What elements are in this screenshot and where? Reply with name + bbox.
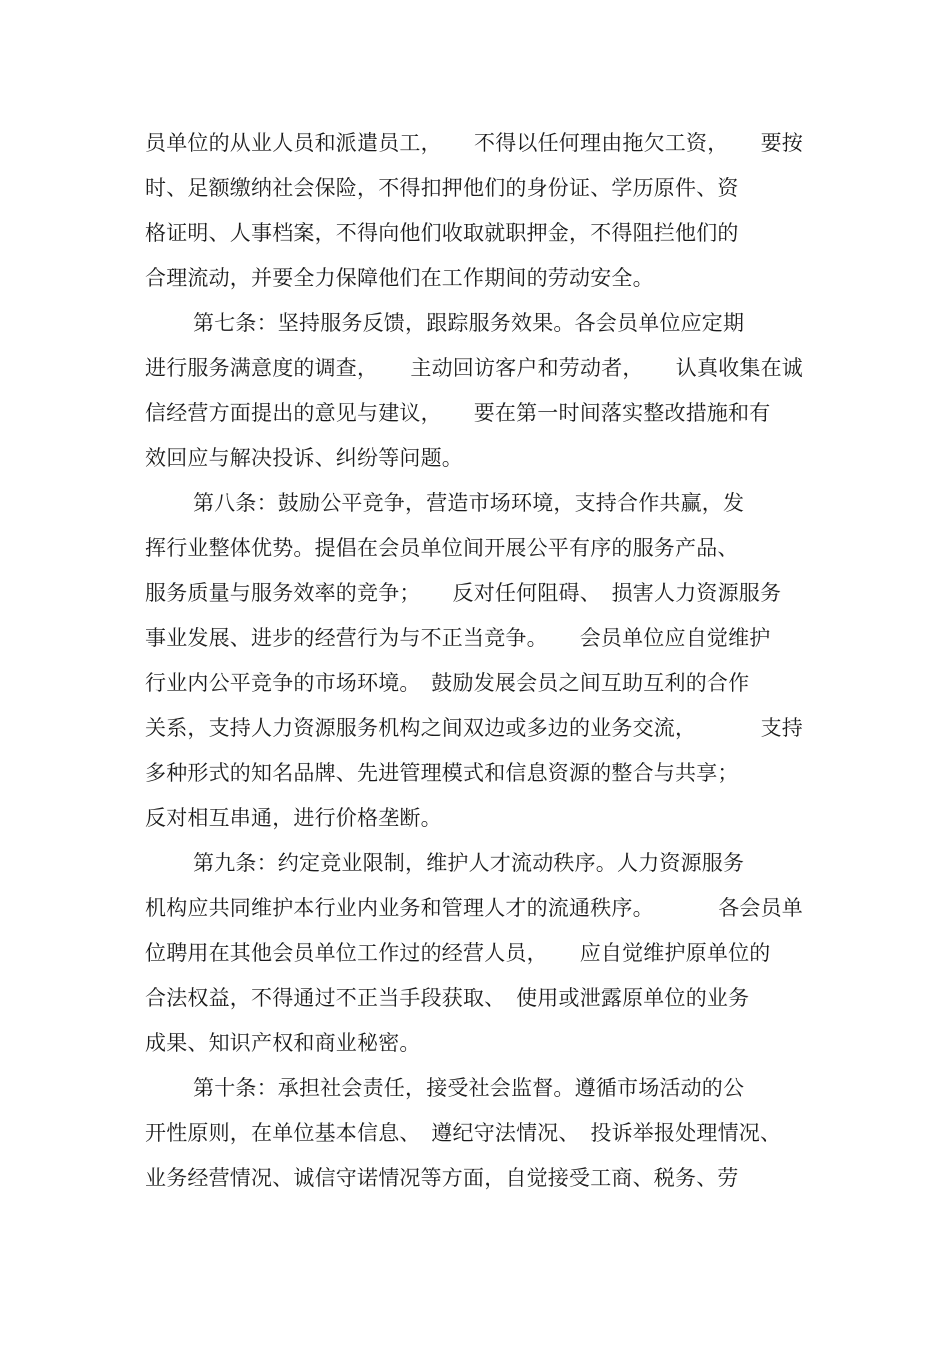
text-line [145,353,803,383]
text-segment: 进行服务满意度的调查， [145,356,379,380]
text-segment: 不得以任何理由拖欠工资， [474,131,729,155]
article-heading-line: 第八条：鼓励公平竞争，营造市场环境，支持合作共赢，发 [193,491,745,515]
text-line: 挥行业整体优势。提倡在会员单位间开展公平有序的服务产品、 [145,536,739,560]
text-segment: 员单位的从业人员和派遣员工， [145,131,442,155]
text-line [145,893,803,923]
text-line: 合理流动，并要全力保障他们在工作期间的劳动安全。 [145,266,654,290]
text-line [145,713,803,743]
text-line: 合法权益，不得通过不正当手段获取、 使用或泄露原单位的业务 [145,986,750,1010]
text-line: 信经营方面提出的意见与建议， 要在第一时间落实整改措施和有 [145,401,771,425]
text-segment: 认真收集在诚 [675,356,803,380]
text-line: 业务经营情况、诚信守诺情况等方面，自觉接受工商、税务、劳 [145,1166,739,1190]
text-line: 格证明、人事档案，不得向他们收取就职押金，不得阻拦他们的 [145,221,739,245]
text-line: 反对相互串通，进行价格垄断。 [145,806,442,830]
text-segment: 各会员单 [718,896,803,920]
text-segment: 支持 [760,716,803,740]
text-line: 事业发展、进步的经营行为与不正当竞争。 会员单位应自觉维护 [145,626,771,650]
article-heading-line: 第九条：约定竞业限制，维护人才流动秩序。人力资源服务 [193,851,745,875]
text-line: 位聘用在其他会员单位工作过的经营人员， 应自觉维护原单位的 [145,941,771,965]
text-segment: 要按 [760,131,803,155]
text-line: 多种形式的知名品牌、先进管理模式和信息资源的整合与共享； [145,761,739,785]
text-line: 时、足额缴纳社会保险，不得扣押他们的身份证、学历原件、资 [145,176,739,200]
text-line: 行业内公平竞争的市场环境。 鼓励发展会员之间互助互利的合作 [145,671,750,695]
text-segment: 主动回访客户和劳动者， [410,356,644,380]
text-line [145,128,803,158]
text-line: 服务质量与服务效率的竞争； 反对任何阻碍、 损害人力资源服务 [145,581,782,605]
text-segment: 机构应共同维护本行业内业务和管理人才的流通秩序。 [145,896,654,920]
article-heading-line: 第七条：坚持服务反馈，跟踪服务效果。各会员单位应定期 [193,311,745,335]
text-line: 成果、知识产权和商业秘密。 [145,1031,421,1055]
text-line: 开性原则，在单位基本信息、 遵纪守法情况、 投诉举报处理情况、 [145,1121,782,1145]
text-line: 效回应与解决投诉、纠纷等问题。 [145,446,463,470]
text-segment: 关系，支持人力资源服务机构之间双边或多边的业务交流， [145,716,697,740]
article-heading-line: 第十条：承担社会责任，接受社会监督。遵循市场活动的公 [193,1076,745,1100]
